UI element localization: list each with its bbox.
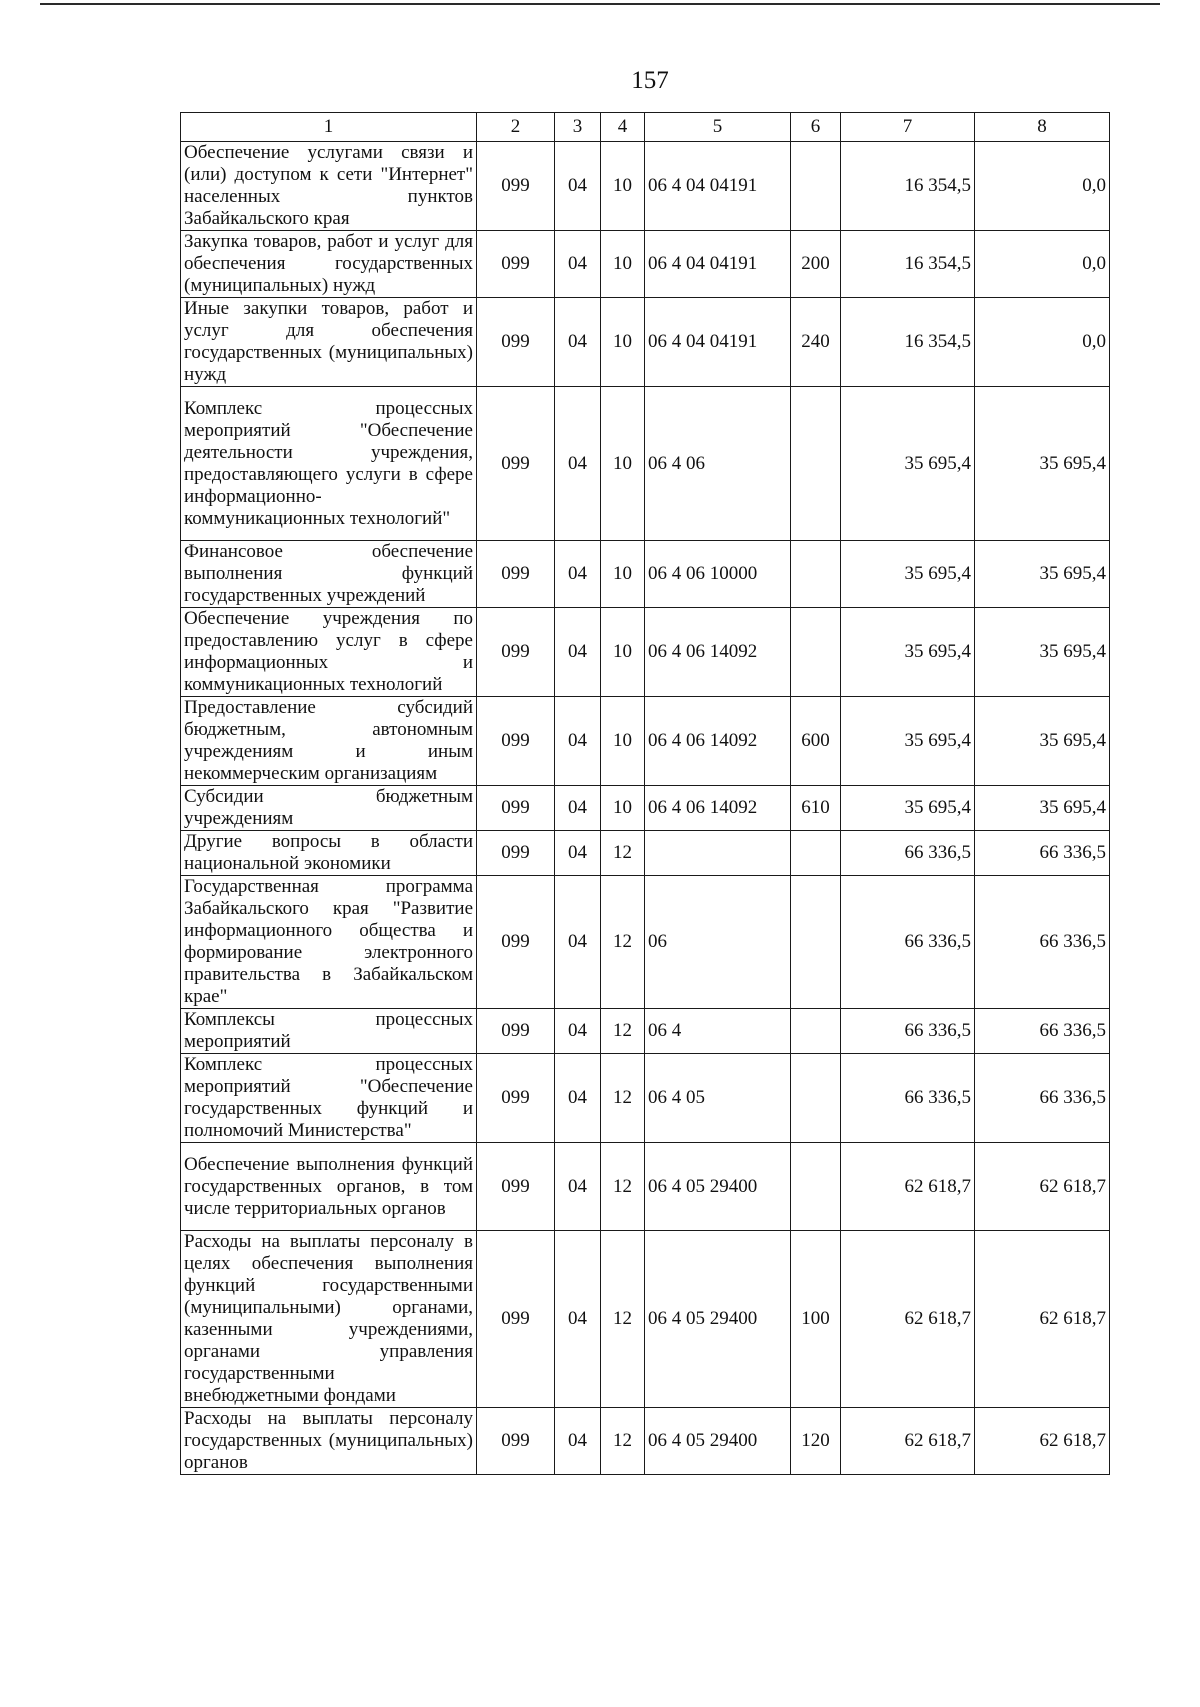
cell-col2: 099 (477, 1009, 555, 1054)
cell-col6 (791, 142, 841, 231)
row-description: Финансовое обеспечение выполнения функций государственных учреждений (181, 541, 477, 608)
column-header: 6 (791, 113, 841, 142)
cell-col6 (791, 1054, 841, 1143)
cell-col3: 04 (555, 298, 601, 387)
cell-col3: 04 (555, 608, 601, 697)
cell-col3: 04 (555, 831, 601, 876)
cell-col2: 099 (477, 831, 555, 876)
cell-col6: 100 (791, 1231, 841, 1408)
cell-col6 (791, 387, 841, 541)
cell-col5: 06 4 06 14092 (645, 608, 791, 697)
cell-col2: 099 (477, 608, 555, 697)
cell-col7: 35 695,4 (841, 387, 975, 541)
cell-col5: 06 4 05 29400 (645, 1143, 791, 1231)
table-row (181, 831, 1110, 876)
cell-col5: 06 4 06 (645, 387, 791, 541)
table-row (181, 1408, 1110, 1475)
table-row (181, 1231, 1110, 1408)
table-row (181, 876, 1110, 1009)
cell-col4: 12 (601, 1231, 645, 1408)
cell-col4: 10 (601, 298, 645, 387)
cell-col4: 12 (601, 876, 645, 1009)
row-description: Государственная программа Забайкальского края "Развитие информационного общества и формирование электронного правительства в Забайкальском крае" (181, 876, 477, 1009)
table-row (181, 541, 1110, 608)
cell-col7: 66 336,5 (841, 1054, 975, 1143)
cell-col2: 099 (477, 231, 555, 298)
cell-col4: 12 (601, 1009, 645, 1054)
cell-col2: 099 (477, 142, 555, 231)
row-description: Обеспечение учреждения по предоставлению услуг в сфере информационных и коммуникационных технологий (181, 608, 477, 697)
cell-col3: 04 (555, 876, 601, 1009)
cell-col8: 35 695,4 (975, 387, 1110, 541)
cell-col6 (791, 608, 841, 697)
cell-col2: 099 (477, 786, 555, 831)
cell-col3: 04 (555, 1009, 601, 1054)
cell-col3: 04 (555, 1143, 601, 1231)
cell-col4: 10 (601, 697, 645, 786)
cell-col2: 099 (477, 876, 555, 1009)
cell-col5: 06 4 04 04191 (645, 231, 791, 298)
cell-col8: 62 618,7 (975, 1408, 1110, 1475)
row-description: Предоставление субсидий бюджетным, автономным учреждениям и иным некоммерческим организациям (181, 697, 477, 786)
row-description: Расходы на выплаты персоналу в целях обеспечения выполнения функций государственными (муниципальными) органами, казенными учреждениями, органами управления государственными внебюджетными фондами (181, 1231, 477, 1408)
cell-col4: 10 (601, 231, 645, 298)
cell-col8: 66 336,5 (975, 831, 1110, 876)
cell-col7: 16 354,5 (841, 298, 975, 387)
row-description: Обеспечение выполнения функций государственных органов, в том числе территориальных органов (181, 1143, 477, 1231)
column-header: 4 (601, 113, 645, 142)
cell-col8: 66 336,5 (975, 1009, 1110, 1054)
cell-col7: 16 354,5 (841, 231, 975, 298)
table-row (181, 697, 1110, 786)
cell-col7: 66 336,5 (841, 1009, 975, 1054)
cell-col3: 04 (555, 387, 601, 541)
column-header: 5 (645, 113, 791, 142)
cell-col5 (645, 831, 791, 876)
cell-col6 (791, 1143, 841, 1231)
cell-col5: 06 4 05 (645, 1054, 791, 1143)
table-row (181, 387, 1110, 541)
cell-col7: 35 695,4 (841, 697, 975, 786)
cell-col2: 099 (477, 1231, 555, 1408)
cell-col8: 0,0 (975, 142, 1110, 231)
cell-col5: 06 4 06 10000 (645, 541, 791, 608)
cell-col6 (791, 541, 841, 608)
row-description: Закупка товаров, работ и услуг для обеспечения государственных (муниципальных) нужд (181, 231, 477, 298)
column-header: 2 (477, 113, 555, 142)
cell-col8: 66 336,5 (975, 1054, 1110, 1143)
cell-col8: 35 695,4 (975, 608, 1110, 697)
cell-col2: 099 (477, 298, 555, 387)
cell-col3: 04 (555, 697, 601, 786)
cell-col5: 06 4 (645, 1009, 791, 1054)
cell-col5: 06 4 05 29400 (645, 1408, 791, 1475)
table-row (181, 1054, 1110, 1143)
cell-col7: 16 354,5 (841, 142, 975, 231)
cell-col3: 04 (555, 786, 601, 831)
cell-col6 (791, 876, 841, 1009)
cell-col8: 66 336,5 (975, 876, 1110, 1009)
cell-col2: 099 (477, 697, 555, 786)
cell-col4: 10 (601, 541, 645, 608)
column-header: 3 (555, 113, 601, 142)
cell-col6: 120 (791, 1408, 841, 1475)
cell-col7: 62 618,7 (841, 1231, 975, 1408)
cell-col8: 0,0 (975, 231, 1110, 298)
cell-col8: 35 695,4 (975, 541, 1110, 608)
row-description: Другие вопросы в области национальной экономики (181, 831, 477, 876)
cell-col6 (791, 831, 841, 876)
cell-col2: 099 (477, 387, 555, 541)
cell-col7: 66 336,5 (841, 831, 975, 876)
cell-col5: 06 4 05 29400 (645, 1231, 791, 1408)
cell-col7: 35 695,4 (841, 608, 975, 697)
row-description: Комплекс процессных мероприятий "Обеспечение деятельности учреждения, предоставляющего услуги в сфере информационно-коммуникационных технологий" (181, 387, 477, 541)
cell-col4: 10 (601, 608, 645, 697)
cell-col3: 04 (555, 1054, 601, 1143)
cell-col4: 10 (601, 786, 645, 831)
cell-col3: 04 (555, 231, 601, 298)
table-row (181, 231, 1110, 298)
cell-col2: 099 (477, 1408, 555, 1475)
cell-col4: 10 (601, 142, 645, 231)
cell-col6: 600 (791, 697, 841, 786)
cell-col7: 66 336,5 (841, 876, 975, 1009)
cell-col7: 62 618,7 (841, 1143, 975, 1231)
cell-col4: 10 (601, 387, 645, 541)
cell-col7: 35 695,4 (841, 541, 975, 608)
table-row (181, 298, 1110, 387)
cell-col8: 62 618,7 (975, 1143, 1110, 1231)
cell-col8: 35 695,4 (975, 786, 1110, 831)
row-description: Комплексы процессных мероприятий (181, 1009, 477, 1054)
cell-col8: 62 618,7 (975, 1231, 1110, 1408)
page-number: 157 (631, 67, 669, 94)
cell-col4: 12 (601, 831, 645, 876)
cell-col5: 06 4 06 14092 (645, 786, 791, 831)
cell-col7: 62 618,7 (841, 1408, 975, 1475)
cell-col2: 099 (477, 541, 555, 608)
table-row (181, 1143, 1110, 1231)
cell-col6: 200 (791, 231, 841, 298)
row-description: Комплекс процессных мероприятий "Обеспечение государственных функций и полномочий Министерства" (181, 1054, 477, 1143)
cell-col8: 0,0 (975, 298, 1110, 387)
row-description: Субсидии бюджетным учреждениям (181, 786, 477, 831)
table-row (181, 1009, 1110, 1054)
row-description: Обеспечение услугами связи и (или) доступом к сети "Интернет" населенных пунктов Забайкальского края (181, 142, 477, 231)
top-scan-rule (40, 3, 1160, 5)
cell-col5: 06 4 06 14092 (645, 697, 791, 786)
cell-col4: 12 (601, 1143, 645, 1231)
budget-table (180, 112, 1110, 1475)
column-header: 1 (181, 113, 477, 142)
column-header: 8 (975, 113, 1110, 142)
cell-col6: 240 (791, 298, 841, 387)
table-header-row (181, 113, 1110, 142)
cell-col4: 12 (601, 1054, 645, 1143)
cell-col2: 099 (477, 1054, 555, 1143)
cell-col3: 04 (555, 541, 601, 608)
cell-col3: 04 (555, 1231, 601, 1408)
table-row (181, 786, 1110, 831)
cell-col2: 099 (477, 1143, 555, 1231)
cell-col6 (791, 1009, 841, 1054)
row-description: Иные закупки товаров, работ и услуг для обеспечения государственных (муниципальных) нужд (181, 298, 477, 387)
cell-col5: 06 4 04 04191 (645, 142, 791, 231)
cell-col8: 35 695,4 (975, 697, 1110, 786)
column-header: 7 (841, 113, 975, 142)
cell-col3: 04 (555, 142, 601, 231)
cell-col5: 06 (645, 876, 791, 1009)
row-description: Расходы на выплаты персоналу государственных (муниципальных) органов (181, 1408, 477, 1475)
table-row (181, 608, 1110, 697)
table-row (181, 142, 1110, 231)
cell-col6: 610 (791, 786, 841, 831)
cell-col5: 06 4 04 04191 (645, 298, 791, 387)
cell-col3: 04 (555, 1408, 601, 1475)
cell-col7: 35 695,4 (841, 786, 975, 831)
cell-col4: 12 (601, 1408, 645, 1475)
